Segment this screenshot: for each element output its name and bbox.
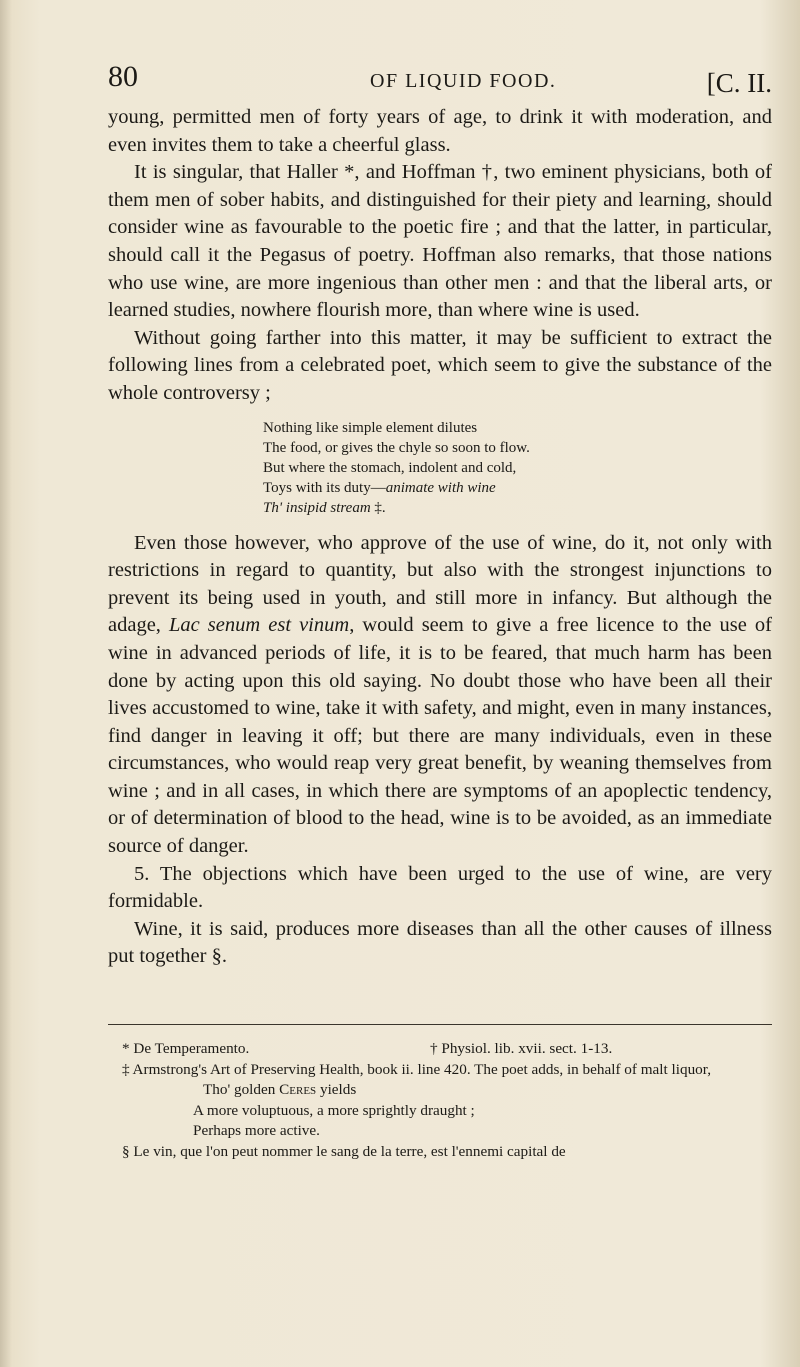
footnote-verse-line-2: A more voluptuous, a more sprightly draught ; <box>193 1101 475 1119</box>
verse-line-3: But where the stomach, indolent and cold, <box>263 459 517 476</box>
footnote-le-vin: § Le vin, que l'on peut nommer le sang de la terre, est l'ennemi capital de <box>122 1142 566 1160</box>
footnote-verse-line-3: Perhaps more active. <box>193 1122 320 1139</box>
page-header <box>108 58 772 100</box>
footnote-armstrong: ‡ Armstrong's Art of Preserving Health, book ii. line 420. The poet adds, in behalf of malt liquor, <box>122 1060 712 1078</box>
main-text <box>108 104 772 971</box>
verse-line-4-italic: animate with wine <box>385 479 496 496</box>
footnotes <box>108 1024 772 1162</box>
footnote-verse-1c: yields <box>316 1081 357 1098</box>
footnote-temperamento: * De Temperamento. <box>122 1040 250 1057</box>
footnote-verse-line-1 <box>108 1080 772 1101</box>
verse-line-4 <box>263 478 772 498</box>
footnote-physiol: † Physiol. lib. xvii. sect. 1-13. <box>430 1040 613 1057</box>
verse-line-4-start: Toys with its duty— <box>263 479 386 496</box>
paragraph-2: It is singular, that Haller *, and Hoffman †, two eminent physicians, both of them men of sober habits, and distinguished for their piety and learning, should consider wine as favourable to the poetic fire ; and that the latter, in particular, should call it the Pegasus of poetry. Hoffman also remarks, that those nations who use wine, are more ingenious than other men : and that the liberal arts, or learned studies, nowhere flourish more, than where wine is used. <box>108 161 772 322</box>
paragraph-4-end: , would seem to give a free licence to the use of wine in advanced periods of life, it is to be feared, that much harm has been done by acting upon this old saying. No doubt those who have been all their lives accustomed to wine, take it with safety, and might, even in many instances, find danger in leaving it off; but there are many individuals, even in these circumstances, who would reap very great benefit, by weaning themselves from wine ; and in all cases, in which there are symptoms of an apoplectic tendency, or of determination of blood to the head, wine is to be avoided, as an immediate source of danger. <box>108 614 772 858</box>
page-gutter-shadow <box>0 0 12 1367</box>
paragraph-4-start: Even those however, who approve of the use of wine, do it, not only with restrictions in regard to quantity, but also with the strongest injunctions to prevent its being used in youth, and still more in infancy. But although the adage, <box>108 531 772 637</box>
verse-quotation <box>263 418 772 518</box>
verse-line-5-italic: Th' insipid stream <box>263 499 371 516</box>
footnote-verse-1a: Tho' golden <box>203 1081 280 1098</box>
verse-line-5-mark: ‡. <box>370 499 386 516</box>
verse-line-1: Nothing like simple element dilutes <box>263 419 478 436</box>
paragraph-6: Wine, it is said, produces more diseases than all the other causes of illness put together §. <box>108 917 772 968</box>
verse-line-2: The food, or gives the chyle so soon to flow. <box>263 439 530 456</box>
verse-line-5 <box>263 498 772 518</box>
paragraph-1: young, permitted men of forty years of age, to drink it with moderation, and even invites them to take a cheerful glass. <box>108 106 772 156</box>
paragraph-3: Without going farther into this matter, it may be sufficient to extract the following lines from a celebrated poet, which seem to give the substance of the whole controversy ; <box>108 326 772 404</box>
page-number: 80 <box>108 60 138 93</box>
paragraph-5: 5. The objections which have been urged to the use of wine, are very formidable. <box>108 862 772 913</box>
paragraph-4 <box>108 530 772 861</box>
latin-adage: Lac senum est vinum <box>168 614 350 637</box>
footnote-row-1 <box>108 1039 772 1060</box>
chapter-reference: [C. II. <box>706 68 772 98</box>
footnote-ceres: Ceres <box>279 1081 317 1098</box>
running-title: OF LIQUID FOOD. <box>370 70 557 92</box>
